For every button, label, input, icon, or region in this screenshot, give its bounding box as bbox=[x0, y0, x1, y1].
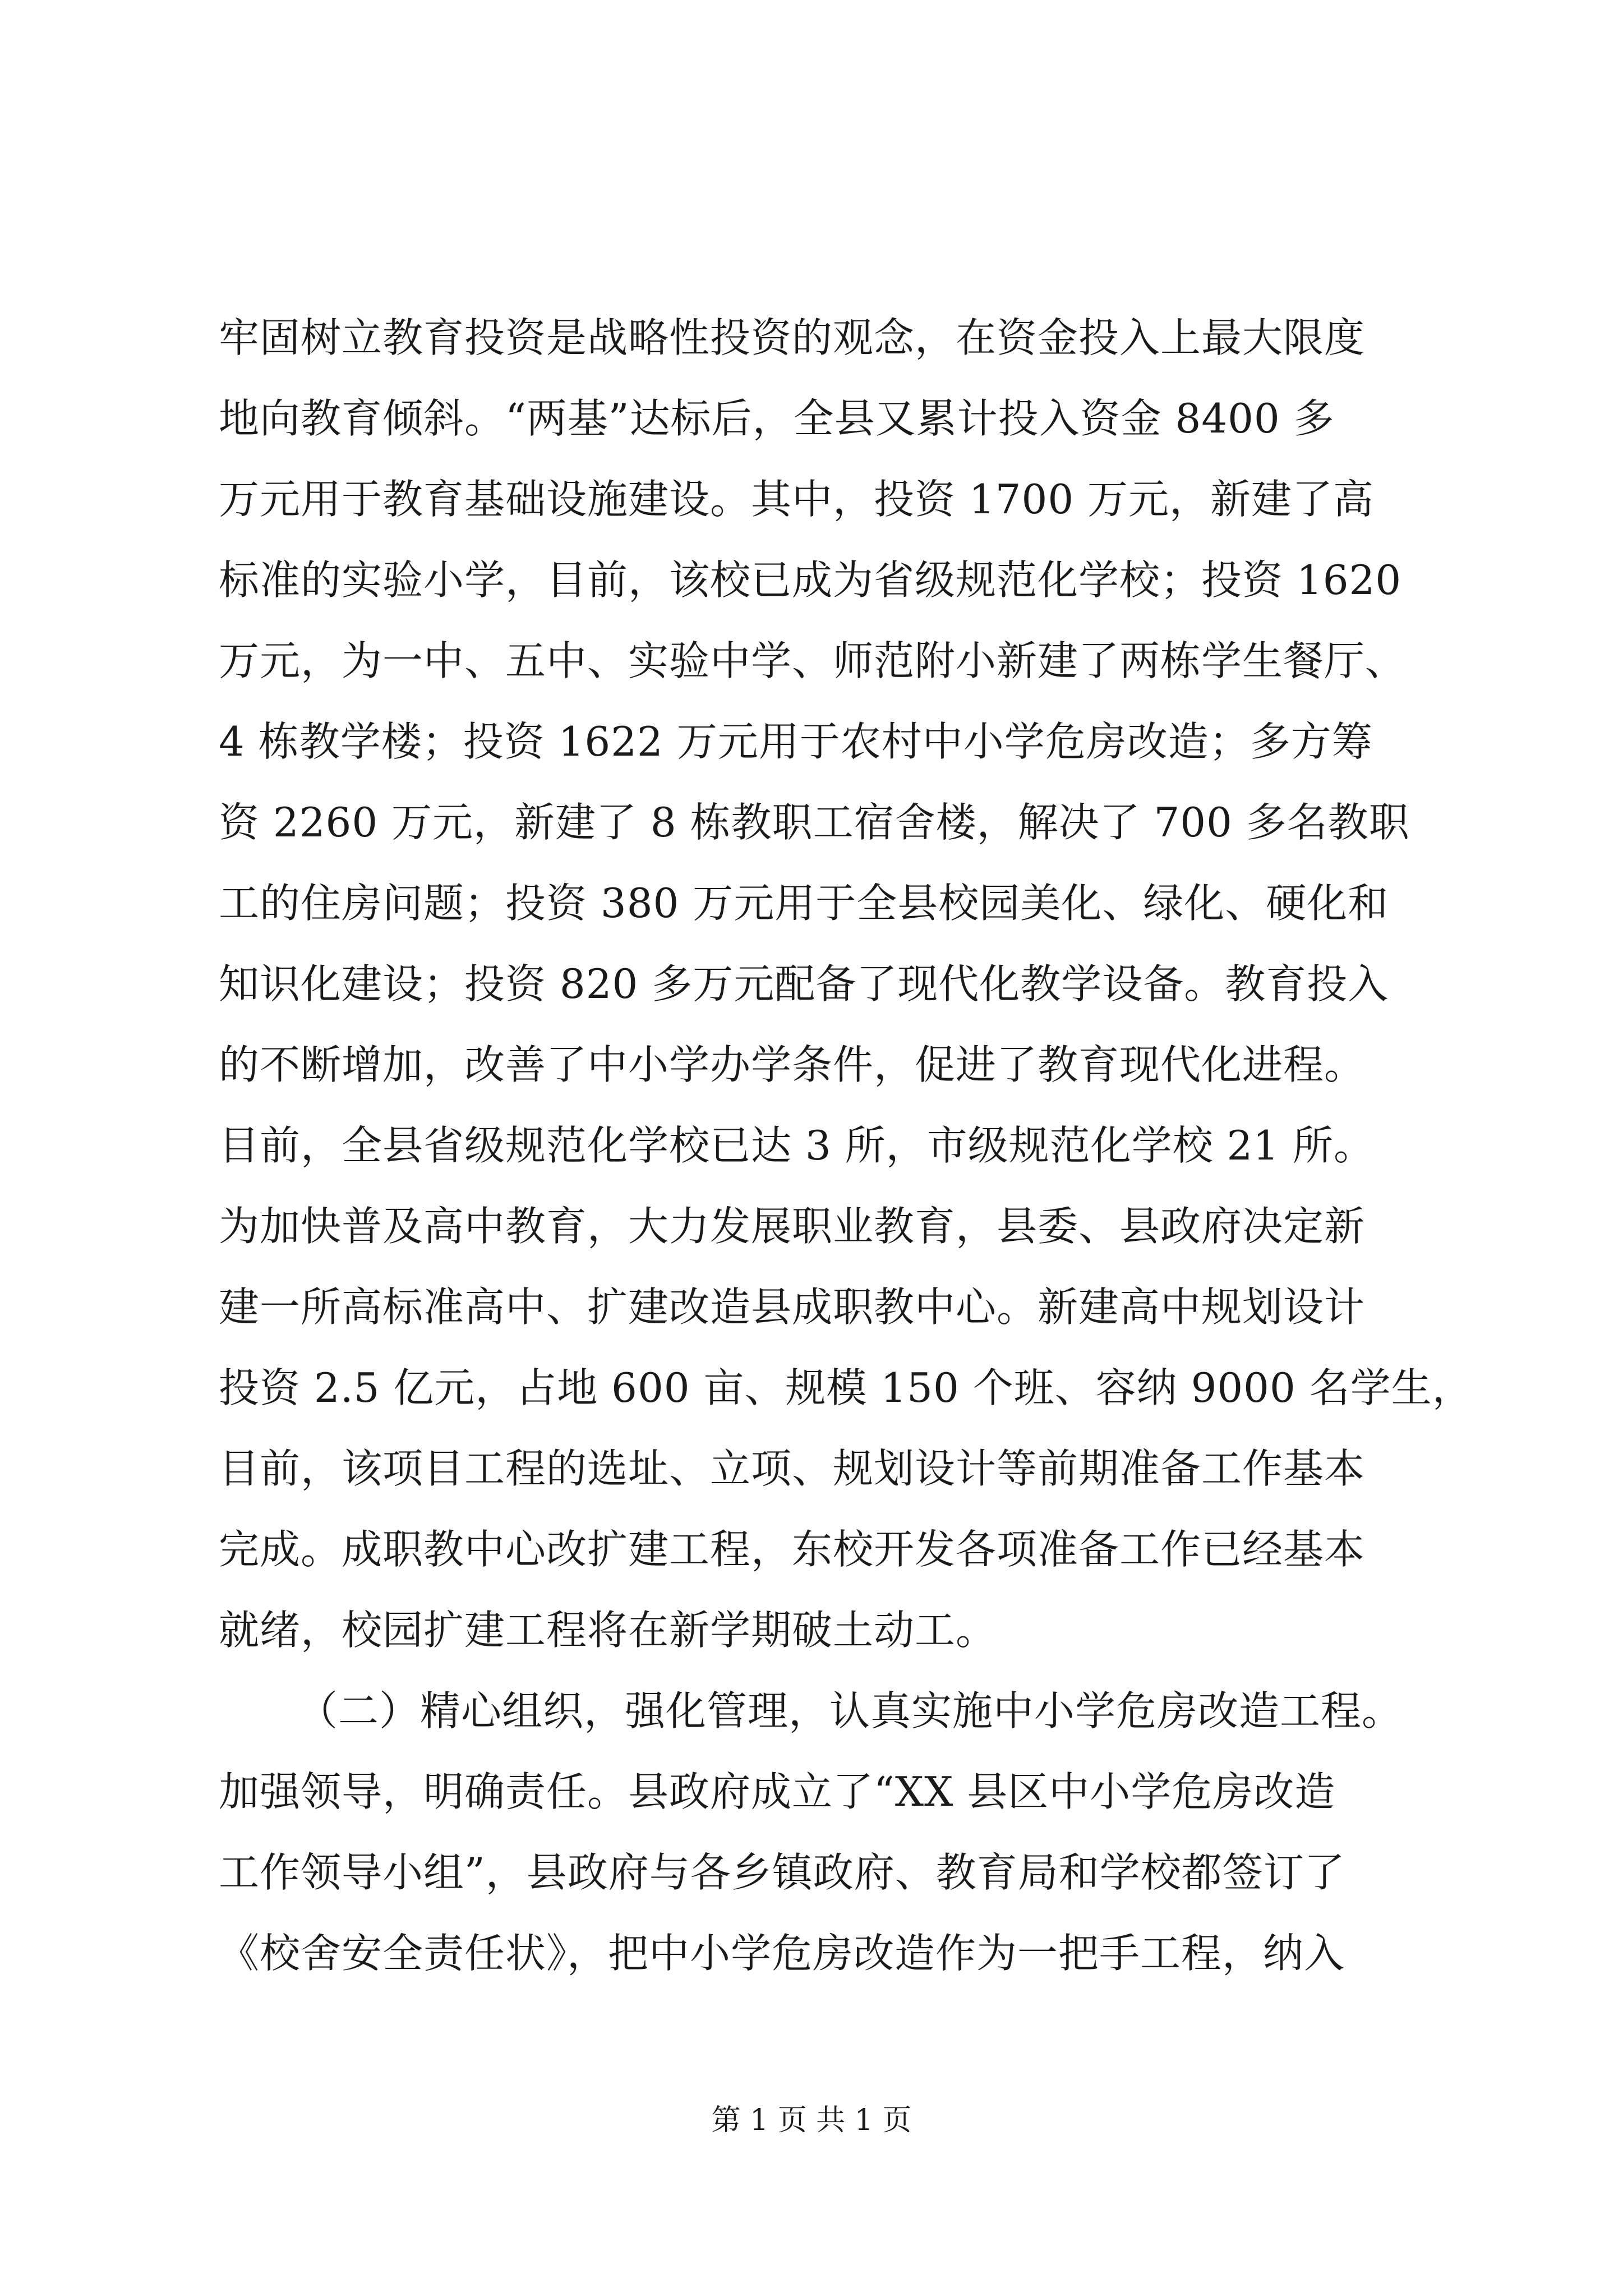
text-line: 万元用于教育基础设施建设。其中，投资 1700 万元，新建了高 bbox=[219, 476, 1375, 523]
text-line: 工的住房问题；投资 380 万元用于全县校园美化、绿化、硬化和 bbox=[219, 880, 1389, 927]
text-line: 万元，为一中、五中、实验中学、师范附小新建了两栋学生餐厅、 bbox=[219, 637, 1407, 684]
text-line: 标准的实验小学，目前，该校已成为省级规范化学校；投资 1620 bbox=[219, 556, 1402, 604]
text-line: 资 2260 万元，新建了 8 栋教职工宿舍楼，解决了 700 多名教职 bbox=[219, 799, 1410, 846]
text-line: 加强领导，明确责任。县政府成立了“XX 县区中小学危房改造 bbox=[219, 1768, 1336, 1815]
text-line: 的不断增加，改善了中小学办学条件，促进了教育现代化进程。 bbox=[219, 1041, 1366, 1088]
text-line: 4 栋教学楼；投资 1622 万元用于农村中小学危房改造；多方筹 bbox=[219, 718, 1373, 765]
text-line: 工作领导小组”，县政府与各乡镇政府、教育局和学校都签订了 bbox=[219, 1849, 1345, 1896]
text-line: 就绪，校园扩建工程将在新学期破土动工。 bbox=[219, 1607, 997, 1654]
text-line: 目前，全县省级规范化学校已达 3 所，市级规范化学校 21 所。 bbox=[219, 1122, 1375, 1169]
page-footer: 第 1 页 共 1 页 bbox=[711, 2104, 912, 2137]
body-text bbox=[219, 297, 1473, 1994]
section-heading-line: （二）精心组织，强化管理，认真实施中小学危房改造工程。 bbox=[297, 1687, 1403, 1734]
text-line: 完成。成职教中心改扩建工程，东校开发各项准备工作已经基本 bbox=[219, 1526, 1366, 1573]
text-line: 投资 2.5 亿元，占地 600 亩、规模 150 个班、容纳 9000 名学生， bbox=[219, 1364, 1473, 1411]
text-line: 地向教育倾斜。“两基”达标后，全县又累计投入资金 8400 多 bbox=[219, 395, 1335, 442]
text-line: 为加快普及高中教育，大力发展职业教育，县委、县政府决定新 bbox=[219, 1203, 1366, 1250]
text-line: 《校舍安全责任状》，把中小学危房改造作为一把手工程，纳入 bbox=[219, 1930, 1345, 1977]
text-line: 目前，该项目工程的选址、立项、规划设计等前期准备工作基本 bbox=[219, 1445, 1366, 1492]
text-line: 牢固树立教育投资是战略性投资的观念，在资金投入上最大限度 bbox=[219, 314, 1366, 361]
text-line: 知识化建设；投资 820 多万元配备了现代化教学设备。教育投入 bbox=[219, 960, 1389, 1007]
text-line: 建一所高标准高中、扩建改造县成职教中心。新建高中规划设计 bbox=[219, 1283, 1366, 1331]
